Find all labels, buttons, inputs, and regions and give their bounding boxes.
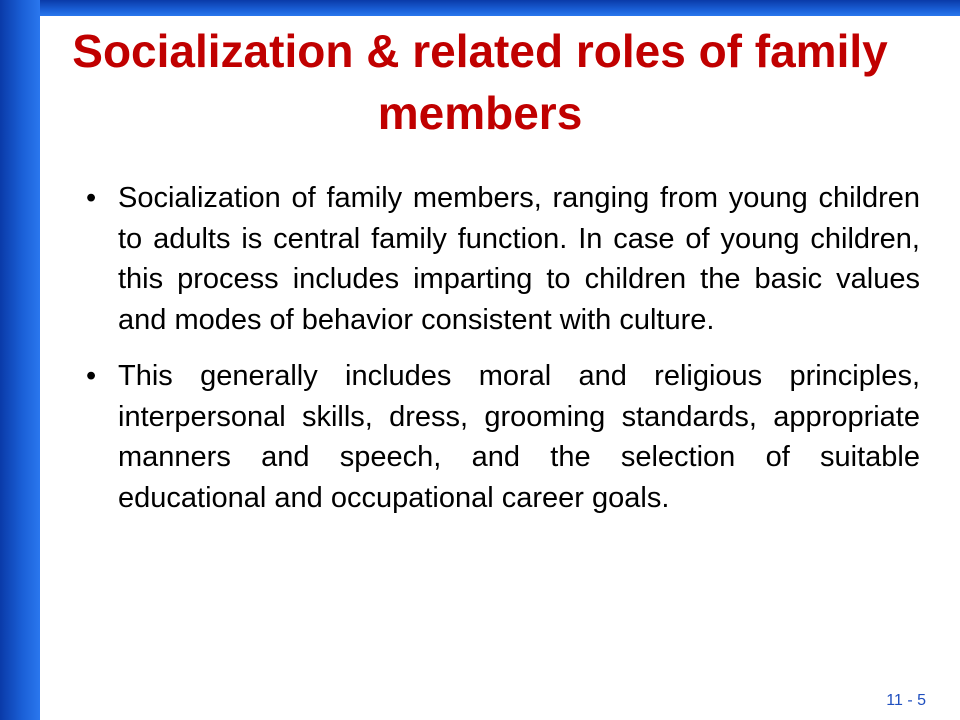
left-frame-bar <box>0 0 40 720</box>
slide-title: Socialization & related roles of family members <box>72 25 888 139</box>
bullet-item <box>80 178 920 340</box>
bullet-text: This generally includes moral and religious principles, interpersonal skills, dress, grooming standards, appropriate manners and speech, and the selection of suitable educational and occupational career goals. <box>118 360 920 514</box>
bullet-list <box>80 178 920 534</box>
slide-number: 11 - 5 <box>886 692 926 709</box>
top-frame-bar <box>40 0 960 16</box>
bullet-item <box>80 356 920 518</box>
bullet-dot-icon: • <box>86 182 97 214</box>
bullet-dot-icon: • <box>86 360 97 392</box>
bullet-text: Socialization of family members, ranging from young children to adults is central family function. In case of young children, this process includes imparting to children the basic values and modes of behavior consistent with culture. <box>118 182 920 336</box>
